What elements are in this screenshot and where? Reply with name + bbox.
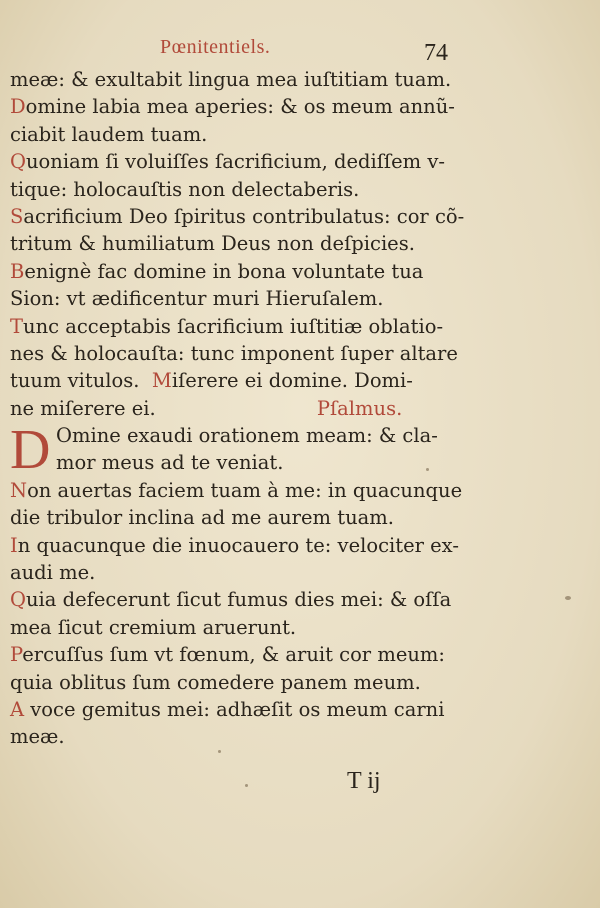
body-text: Sion: vt ædificentur muri Hieruſalem.	[10, 287, 384, 311]
body-text: nes & holocauſta: tunc imponent ſuper altare	[10, 341, 458, 365]
drop-cap-initial: D	[10, 419, 51, 482]
rubric-text: T	[10, 314, 24, 338]
rubric-text: D	[10, 95, 26, 119]
body-text: on auertas faciem tuam à me: in quacunque	[27, 478, 463, 502]
rubric-text: Pſalmus.	[316, 396, 403, 420]
text-line	[10, 395, 460, 422]
paper-speck	[245, 784, 248, 787]
text-line	[10, 176, 460, 203]
rubric-text: Q	[10, 588, 26, 612]
rubric-text: P	[10, 643, 23, 667]
body-text: iſerere ei domine. Domi-	[171, 369, 413, 393]
body-text: ercuſſus ſum vt fœnum, & aruit cor meum:	[22, 643, 445, 667]
text-line	[10, 285, 460, 312]
rubric-text: M	[151, 369, 172, 393]
text-line	[10, 340, 460, 367]
rubric-text: Q	[10, 150, 26, 174]
paper-speck	[218, 750, 221, 753]
rubric-text: A	[10, 697, 25, 721]
text-line	[10, 559, 460, 586]
text-line	[10, 93, 460, 120]
text-line	[10, 477, 463, 504]
rubric-text: I	[10, 533, 18, 557]
signature-mark: T ij	[347, 768, 381, 794]
body-text: die tribulor inclina ad me aurem tuam.	[10, 506, 394, 530]
body-text: mor meus ad te veniat.	[56, 451, 284, 475]
text-line	[10, 449, 460, 476]
text-line	[10, 230, 460, 257]
psalm-text-block	[10, 66, 465, 751]
body-text: meæ: & exultabit lingua mea iuſtitiam tuam.	[10, 68, 452, 91]
text-line	[10, 532, 460, 559]
body-text: uoniam ſi voluiſſes ſacrificium, dediſſem v-	[26, 150, 445, 174]
body-text: ne miſerere ei.	[10, 396, 317, 420]
body-text: omine labia mea aperies: & os meum annũ-	[25, 95, 455, 119]
page-header	[0, 36, 600, 70]
running-head: Pœnitentiels.	[160, 36, 271, 58]
body-text: n quacunque die inuocauero te: velociter ex-	[17, 533, 459, 557]
text-line	[10, 313, 460, 340]
text-line	[10, 121, 460, 148]
body-text: Omine exaudi orationem meam: & cla-	[56, 424, 438, 448]
body-text: unc acceptabis ſacrificium iuſtitiæ oblatio-	[23, 314, 444, 338]
text-line	[10, 504, 460, 531]
text-line	[10, 148, 460, 175]
text-line	[10, 696, 460, 723]
body-text: tique: holocauſtis non delectaberis.	[10, 177, 360, 201]
text-line	[10, 723, 460, 750]
body-text: uia defecerunt ſicut fumus dies mei: & oſſa	[26, 588, 452, 612]
paper-speck	[565, 596, 571, 600]
text-line	[10, 203, 465, 230]
rubric-text: B	[10, 259, 25, 283]
body-text: enignè fac domine in bona voluntate tua	[24, 259, 424, 283]
rubric-text: N	[10, 478, 28, 502]
text-line	[10, 367, 460, 394]
body-text: audi me.	[10, 561, 96, 585]
body-text: mea ſicut cremium aruerunt.	[10, 615, 297, 639]
text-line	[10, 641, 460, 668]
body-text: ciabit laudem tuam.	[10, 122, 208, 146]
text-line	[10, 258, 460, 285]
text-line	[10, 66, 460, 93]
body-text: tuum vitulos.	[10, 369, 152, 393]
body-text: voce gemitus mei: adhæſit os meum carni	[24, 697, 445, 721]
body-text: tritum & humiliatum Deus non deſpicies.	[10, 232, 415, 256]
body-text: meæ.	[10, 725, 65, 749]
body-text: quia oblitus ſum comedere panem meum.	[10, 670, 421, 694]
text-line	[10, 614, 460, 641]
text-line	[10, 586, 460, 613]
paper-speck	[426, 468, 429, 471]
rubric-text: S	[10, 204, 24, 228]
page-number: 74	[424, 40, 448, 66]
text-line	[10, 669, 460, 696]
body-text: acrificium Deo ſpiritus contribulatus: cor cõ-	[23, 204, 465, 228]
